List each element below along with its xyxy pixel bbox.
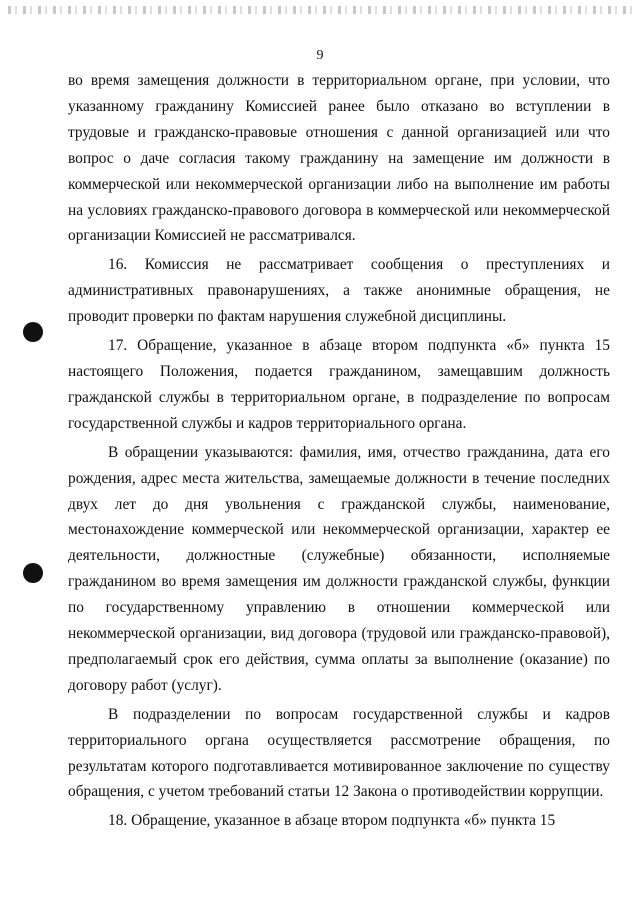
page-number: 9 <box>316 48 324 63</box>
paragraph-hr-review: В подразделении по вопросам государственной службы и кадров территориального органа осуществляется рассмотрение обращения, по результатам которого подготавливается мотивированное заключение по существу обращения, с учетом требований статьи 12 Закона о противодействии коррупции. <box>68 705 610 801</box>
paragraph-continuation: во время замещения должности в территориальном органе, при условии, что указанному гражданину Комиссией ранее было отказано во вступлении в трудовые и гражданско-правовые отношения с данной организацией или что вопрос о даче согласия такому гражданину на замещение им должности в коммерческой или некоммерческой организации либо на выполнение им работы на условиях гражданско-правового договора в коммерческой или некоммерческой организации Комиссией не рассматривался. <box>68 72 610 245</box>
paragraph-17: 17. Обращение, указанное в абзаце втором подпункта «б» пункта 15 настоящего Положения, подается гражданином, замещавшим должность гражданской службы в территориальном органе, в подразделение по вопросам государственной службы и кадров территориального органа. <box>68 337 610 432</box>
punch-hole-top <box>23 322 43 342</box>
punch-hole-bottom <box>23 563 43 583</box>
paragraph-appeal-contents: В обращении указываются: фамилия, имя, отчество гражданина, дата его рождения, адрес места жительства, замещаемые должности в течение последних двух лет до дня увольнения с гражданской службы, наименование, местонахождение коммерческой или некоммерческой организации, характер ее деятельности, должностные (служебные) обязанности, исполняемые гражданином во время замещения им должности гражданской службы, функции по государственному управлению в отношении коммерческой или некоммерческой организации, вид договора (трудовой или гражданско-правовой), предполагаемый срок его действия, сумма оплаты за выполнение (оказание) по договору работ (услуг). <box>68 443 610 694</box>
document-body <box>68 68 610 834</box>
paragraph-18: 18. Обращение, указанное в абзаце втором подпункта «б» пункта 15 <box>108 812 556 830</box>
scan-header-noise <box>8 6 632 14</box>
paragraph-16: 16. Комиссия не рассматривает сообщения о преступлениях и административных правонарушениях, а также анонимные обращения, не проводит проверки по фактам нарушения служебной дисциплины. <box>68 256 610 326</box>
